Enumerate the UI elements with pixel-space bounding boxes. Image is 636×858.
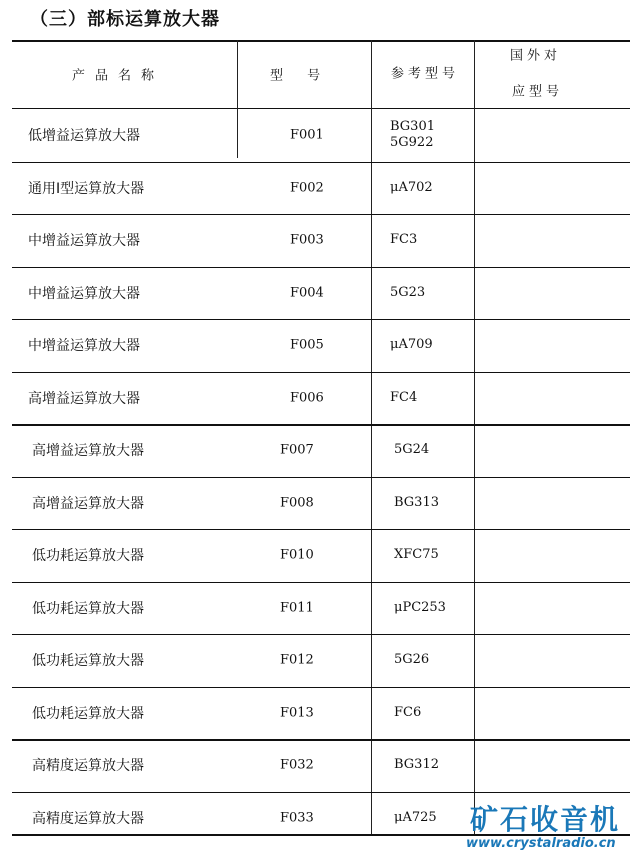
row-divider bbox=[12, 687, 630, 688]
table-cell-model: F005 bbox=[290, 337, 324, 353]
table-cell-model: F011 bbox=[280, 600, 314, 616]
row-divider bbox=[12, 634, 630, 635]
header-reference-model: 参考型号 bbox=[391, 66, 460, 82]
reference-model-line: BG312 bbox=[394, 757, 439, 773]
table-top-border bbox=[12, 40, 630, 42]
table-cell-reference-model bbox=[390, 390, 417, 406]
table-cell-product-name: 高增益运算放大器 bbox=[32, 495, 144, 512]
table-cell-model: F032 bbox=[280, 757, 314, 773]
reference-model-line: BG301 bbox=[390, 119, 435, 135]
table-cell-model: F007 bbox=[280, 442, 314, 458]
watermark-url: www.crystalradio.cn bbox=[466, 836, 616, 851]
column-divider bbox=[237, 40, 238, 158]
row-divider bbox=[12, 792, 630, 793]
header-model: 型 号 bbox=[270, 68, 331, 84]
table-cell-reference-model bbox=[394, 495, 439, 511]
row-divider bbox=[12, 424, 630, 426]
table-cell-reference-model bbox=[390, 285, 425, 301]
reference-model-line: FC3 bbox=[390, 232, 418, 248]
row-divider bbox=[12, 477, 630, 478]
table-cell-reference-model bbox=[390, 232, 417, 248]
table-cell-product-name: 中增益运算放大器 bbox=[28, 233, 140, 250]
header-foreign-line2: 应型号 bbox=[512, 84, 564, 100]
reference-model-line: BG313 bbox=[394, 494, 439, 510]
table-cell-reference-model bbox=[394, 442, 429, 458]
table-cell-model: F002 bbox=[290, 180, 324, 196]
table-cell-reference-model bbox=[394, 757, 439, 773]
watermark-logo-text: 矿石收音机 bbox=[470, 803, 621, 836]
table-cell-model: F008 bbox=[280, 495, 314, 511]
reference-model-line: FC4 bbox=[390, 389, 418, 405]
table-cell-reference-model bbox=[394, 652, 429, 668]
table-cell-product-name: 低增益运算放大器 bbox=[28, 128, 140, 145]
reference-model-line: μA702 bbox=[390, 179, 433, 195]
table-cell-model: F010 bbox=[280, 547, 314, 563]
column-divider bbox=[474, 40, 475, 835]
table-cell-model: F003 bbox=[290, 232, 324, 248]
table-cell-reference-model bbox=[394, 705, 421, 721]
reference-model-line: 5G26 bbox=[394, 652, 430, 668]
row-divider bbox=[12, 319, 630, 320]
table-cell-product-name: 高精度运算放大器 bbox=[32, 758, 144, 775]
table-cell-reference-model bbox=[394, 547, 439, 563]
row-divider bbox=[12, 582, 630, 583]
table-cell-product-name: 高增益运算放大器 bbox=[32, 443, 144, 460]
table-cell-reference-model bbox=[390, 180, 433, 196]
table-cell-product-name: 低功耗运算放大器 bbox=[32, 600, 144, 617]
reference-model-line: μPC253 bbox=[394, 599, 446, 615]
row-divider bbox=[12, 162, 630, 163]
header-product-name: 产品名称 bbox=[72, 68, 165, 84]
reference-model-line: XFC75 bbox=[394, 547, 439, 563]
table-cell-product-name: 低功耗运算放大器 bbox=[32, 653, 144, 670]
table-cell-model: F012 bbox=[280, 652, 314, 668]
header-bottom-border bbox=[12, 108, 630, 109]
page-title: （三）部标运算放大器 bbox=[30, 9, 220, 30]
table-cell-reference-model bbox=[390, 119, 435, 151]
row-divider bbox=[12, 739, 630, 741]
row-divider bbox=[12, 214, 630, 215]
table-cell-product-name: 低功耗运算放大器 bbox=[32, 548, 144, 565]
row-divider bbox=[12, 372, 630, 373]
table-cell-model: F004 bbox=[290, 285, 324, 301]
table-cell-product-name: 低功耗运算放大器 bbox=[32, 705, 144, 722]
table-cell-product-name: 中增益运算放大器 bbox=[28, 285, 140, 302]
reference-model-line: 5G922 bbox=[390, 135, 434, 151]
table-cell-reference-model bbox=[394, 600, 446, 616]
reference-model-line: 5G24 bbox=[394, 442, 430, 458]
table-cell-reference-model bbox=[394, 810, 437, 826]
column-divider bbox=[371, 40, 372, 835]
table-cell-product-name: 通用Ⅰ型运算放大器 bbox=[28, 180, 145, 197]
table-cell-product-name: 中增益运算放大器 bbox=[28, 338, 140, 355]
row-divider bbox=[12, 267, 630, 268]
reference-model-line: 5G23 bbox=[390, 284, 426, 300]
table-cell-product-name: 高精度运算放大器 bbox=[32, 810, 144, 827]
table-cell-product-name: 高增益运算放大器 bbox=[28, 390, 140, 407]
header-foreign-line1: 国外对 bbox=[510, 48, 562, 64]
reference-model-line: μA725 bbox=[394, 809, 437, 825]
table-cell-model: F033 bbox=[280, 810, 314, 826]
table-cell-model: F006 bbox=[290, 390, 324, 406]
reference-model-line: μA709 bbox=[390, 337, 433, 353]
table-cell-reference-model bbox=[390, 337, 433, 353]
table-cell-model: F001 bbox=[290, 127, 324, 143]
table-cell-model: F013 bbox=[280, 705, 314, 721]
row-divider bbox=[12, 529, 630, 530]
reference-model-line: FC6 bbox=[394, 704, 422, 720]
